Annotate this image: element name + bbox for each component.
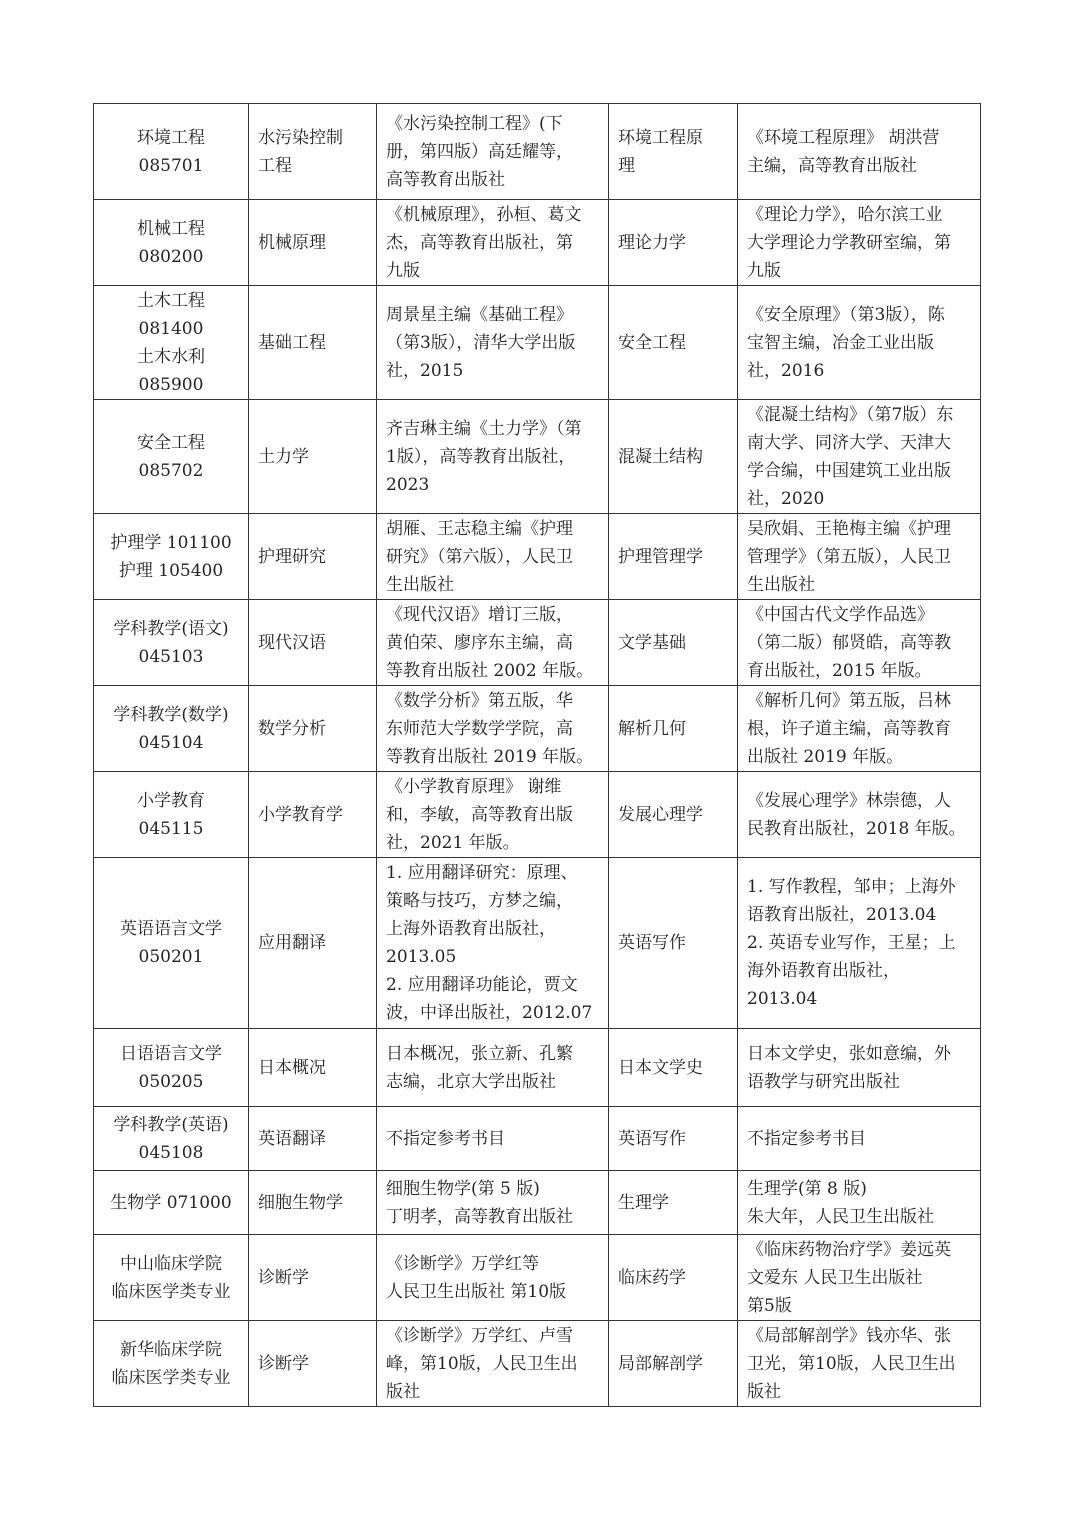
cell-text-line: 英语语言文学 bbox=[120, 919, 222, 939]
cell-text-line: 护理 105400 bbox=[118, 560, 224, 581]
cell-text-line: 《环境工程原理》 胡洪营 bbox=[747, 127, 940, 148]
cell-text-line: 050205 bbox=[138, 1071, 204, 1092]
cell-text-line: 机械原理 bbox=[258, 232, 326, 253]
first-book-cell bbox=[377, 1321, 609, 1407]
cell-text-line: 社，2015 bbox=[386, 360, 464, 381]
cell-text-line: 人民卫生出版社 第10版 bbox=[386, 1281, 567, 1302]
table-row bbox=[94, 400, 981, 514]
second-book-cell bbox=[738, 772, 981, 858]
second-book-cell bbox=[738, 858, 981, 1029]
cell-text-line: 社，2020 bbox=[747, 488, 825, 509]
cell-text-line: 护理研究 bbox=[258, 546, 326, 567]
first-course-cell bbox=[249, 286, 377, 400]
cell-text-line: 第5版 bbox=[747, 1295, 792, 1316]
cell-text-line: 黄伯荣、廖序东主编，高 bbox=[386, 632, 573, 653]
cell-text-line: 细胞生物学(第 5 版) bbox=[386, 1178, 540, 1199]
first-course-cell bbox=[249, 1107, 377, 1171]
cell-text-line: 生理学 bbox=[618, 1192, 669, 1213]
major-cell bbox=[94, 514, 249, 600]
cell-text-line: 小学教育 bbox=[137, 790, 205, 811]
cell-text-line: 策略与技巧，方梦之编， bbox=[386, 891, 573, 911]
cell-text-line: 《理论力学》，哈尔滨工业 bbox=[747, 204, 943, 225]
second-course-cell bbox=[609, 1321, 738, 1407]
first-book-cell bbox=[377, 1235, 609, 1321]
table-row bbox=[94, 514, 981, 600]
cell-text-line: 社，2021 年版。 bbox=[386, 832, 520, 853]
cell-text-line: 045103 bbox=[138, 646, 204, 667]
reference-books-table bbox=[93, 103, 981, 1407]
cell-text-line: 发展心理学 bbox=[618, 804, 703, 825]
table-row bbox=[94, 104, 981, 200]
major-cell bbox=[94, 286, 249, 400]
cell-text-line: 胡雁、王志稳主编《护理 bbox=[386, 518, 573, 539]
cell-text-line: 081400 bbox=[138, 318, 204, 339]
cell-text-line: 《安全原理》（第3版），陈 bbox=[747, 304, 945, 325]
first-course-cell bbox=[249, 772, 377, 858]
table-row bbox=[94, 1107, 981, 1171]
second-course-cell bbox=[609, 514, 738, 600]
table-row bbox=[94, 600, 981, 686]
cell-text-line: 1版），高等教育出版社， bbox=[386, 446, 576, 467]
first-course-cell bbox=[249, 1235, 377, 1321]
cell-text-line: 九版 bbox=[747, 260, 781, 281]
cell-text-line: 根，许子道主编，高等教育 bbox=[747, 718, 951, 739]
cell-text-line: 版社 bbox=[747, 1381, 781, 1402]
cell-text-line: 新华临床学院 bbox=[120, 1339, 222, 1360]
cell-text-line: 细胞生物学 bbox=[258, 1192, 343, 1213]
cell-text-line: 齐吉琳主编《土力学》（第 bbox=[386, 418, 582, 439]
cell-text-line: 日本概况 bbox=[258, 1057, 326, 1078]
cell-text-line: 045104 bbox=[138, 732, 204, 753]
second-course-cell bbox=[609, 1029, 738, 1107]
cell-text-line: 《发展心理学》林崇德，人 bbox=[747, 790, 951, 811]
cell-text-line: 《现代汉语》增订三版， bbox=[386, 604, 573, 625]
cell-text-line: 不指定参考书目 bbox=[747, 1128, 866, 1149]
cell-text-line: 临床医学类专业 bbox=[111, 1281, 231, 1302]
cell-text-line: 日本文学史 bbox=[618, 1057, 703, 1078]
cell-text-line: 解析几何 bbox=[618, 718, 686, 739]
cell-text-line: 2023 bbox=[386, 474, 430, 495]
cell-text-line: 小学教育学 bbox=[258, 804, 343, 825]
cell-text-line: 现代汉语 bbox=[258, 632, 326, 653]
cell-text-line: 2013.04 bbox=[747, 989, 818, 1009]
cell-text-line: 管理学》（第五版），人民卫 bbox=[747, 546, 951, 567]
cell-text-line: 《混凝土结构》（第7版）东 bbox=[747, 404, 954, 425]
cell-text-line: 育出版社，2015 年版。 bbox=[747, 660, 932, 681]
cell-text-line: 生出版社 bbox=[386, 574, 454, 595]
second-course-cell bbox=[609, 200, 738, 286]
second-book-cell bbox=[738, 686, 981, 772]
second-course-cell bbox=[609, 104, 738, 200]
second-course-cell bbox=[609, 400, 738, 514]
cell-text-line: 南大学、同济大学、天津大 bbox=[747, 432, 951, 453]
cell-text-line: 应用翻译 bbox=[258, 933, 326, 953]
second-course-cell bbox=[609, 858, 738, 1029]
cell-text-line: 学科教学(数学) bbox=[113, 704, 229, 725]
first-book-cell bbox=[377, 286, 609, 400]
cell-text-line: 1. 应用翻译研究：原理、 bbox=[386, 863, 578, 883]
second-book-cell bbox=[738, 1321, 981, 1407]
cell-text-line: 册，第四版）高廷耀等， bbox=[386, 141, 573, 162]
cell-text-line: 临床药学 bbox=[618, 1267, 686, 1288]
cell-text-line: 050201 bbox=[138, 947, 204, 967]
first-book-cell bbox=[377, 1171, 609, 1235]
cell-text-line: 学科教学(语文) bbox=[113, 618, 229, 639]
cell-text-line: 土木工程 bbox=[137, 290, 205, 311]
cell-text-line: 土力学 bbox=[258, 446, 309, 467]
cell-text-line: 志编，北京大学出版社 bbox=[386, 1071, 556, 1092]
first-course-cell bbox=[249, 200, 377, 286]
major-cell bbox=[94, 1107, 249, 1171]
cell-text-line: 局部解剖学 bbox=[618, 1353, 703, 1374]
table-row bbox=[94, 1235, 981, 1321]
cell-text-line: 主编，高等教育出版社 bbox=[747, 155, 917, 176]
cell-text-line: 085702 bbox=[138, 460, 204, 481]
cell-text-line: 《小学教育原理》 谢维 bbox=[386, 776, 562, 797]
first-book-cell bbox=[377, 200, 609, 286]
first-course-cell bbox=[249, 858, 377, 1029]
cell-text-line: 文爱东 人民卫生出版社 bbox=[747, 1267, 923, 1288]
cell-text-line: 研究》（第六版），人民卫 bbox=[386, 546, 573, 567]
second-course-cell bbox=[609, 772, 738, 858]
cell-text-line: 理 bbox=[618, 155, 635, 176]
second-book-cell bbox=[738, 200, 981, 286]
cell-text-line: 学科教学(英语) bbox=[113, 1114, 229, 1135]
cell-text-line: 《诊断学》万学红、卢雪 bbox=[386, 1325, 573, 1346]
second-book-cell bbox=[738, 286, 981, 400]
cell-text-line: 出版社 2019 年版。 bbox=[747, 746, 904, 767]
cell-text-line: 基础工程 bbox=[258, 332, 326, 353]
major-cell bbox=[94, 104, 249, 200]
cell-text-line: 上海外语教育出版社， bbox=[386, 919, 556, 939]
cell-text-line: 生物学 071000 bbox=[110, 1192, 232, 1213]
cell-text-line: 085701 bbox=[138, 155, 204, 176]
second-course-cell bbox=[609, 1235, 738, 1321]
cell-text-line: 等教育出版社 2002 年版。 bbox=[386, 660, 594, 681]
cell-text-line: 丁明孝，高等教育出版社 bbox=[386, 1206, 573, 1227]
table-row bbox=[94, 1321, 981, 1407]
cell-text-line: 045115 bbox=[138, 818, 204, 839]
major-cell bbox=[94, 686, 249, 772]
table-row bbox=[94, 286, 981, 400]
cell-text-line: 土木水利 bbox=[137, 346, 205, 367]
cell-text-line: 中山临床学院 bbox=[120, 1253, 222, 1274]
cell-text-line: 大学理论力学教研室编，第 bbox=[747, 232, 951, 253]
table-row bbox=[94, 1029, 981, 1107]
cell-text-line: 英语写作 bbox=[618, 1128, 686, 1149]
cell-text-line: 《机械原理》，孙桓、葛文 bbox=[386, 204, 582, 225]
table-row bbox=[94, 200, 981, 286]
first-course-cell bbox=[249, 514, 377, 600]
cell-text-line: 生出版社 bbox=[747, 574, 815, 595]
first-book-cell bbox=[377, 514, 609, 600]
cell-text-line: 日本概况，张立新、孔繁 bbox=[386, 1043, 573, 1064]
second-course-cell bbox=[609, 286, 738, 400]
table-row bbox=[94, 686, 981, 772]
cell-text-line: 民教育出版社，2018 年版。 bbox=[747, 818, 966, 839]
cell-text-line: 《诊断学》万学红等 bbox=[386, 1253, 539, 1274]
second-book-cell bbox=[738, 1235, 981, 1321]
cell-text-line: 《解析几何》第五版，吕林 bbox=[747, 690, 951, 711]
cell-text-line: 英语写作 bbox=[618, 933, 686, 953]
cell-text-line: 护理管理学 bbox=[618, 546, 703, 567]
cell-text-line: 高等教育出版社 bbox=[386, 169, 505, 190]
major-cell bbox=[94, 772, 249, 858]
cell-text-line: 2013.05 bbox=[386, 947, 457, 967]
cell-text-line: 峰，第10版，人民卫生出 bbox=[386, 1353, 578, 1374]
cell-text-line: 和，李敏，高等教育出版 bbox=[386, 804, 573, 825]
first-book-cell bbox=[377, 858, 609, 1029]
cell-text-line: 海外语教育出版社， bbox=[747, 961, 900, 981]
cell-text-line: 诊断学 bbox=[258, 1353, 309, 1374]
major-cell bbox=[94, 400, 249, 514]
second-course-cell bbox=[609, 686, 738, 772]
major-cell bbox=[94, 1029, 249, 1107]
cell-text-line: 080200 bbox=[138, 246, 204, 267]
cell-text-line: 临床医学类专业 bbox=[111, 1367, 231, 1388]
major-cell bbox=[94, 1171, 249, 1235]
first-book-cell bbox=[377, 400, 609, 514]
cell-text-line: 2. 应用翻译功能论，贾文 bbox=[386, 975, 578, 995]
cell-text-line: 《水污染控制工程》(下 bbox=[386, 113, 563, 134]
second-book-cell bbox=[738, 1107, 981, 1171]
first-course-cell bbox=[249, 1321, 377, 1407]
cell-text-line: 日语语言文学 bbox=[120, 1043, 222, 1064]
cell-text-line: 水污染控制 bbox=[258, 127, 343, 148]
cell-text-line: 《中国古代文学作品选》 bbox=[747, 604, 934, 625]
second-course-cell bbox=[609, 1107, 738, 1171]
cell-text-line: 九版 bbox=[386, 260, 420, 281]
cell-text-line: 环境工程原 bbox=[618, 127, 703, 148]
cell-text-line: 安全工程 bbox=[618, 332, 686, 353]
first-book-cell bbox=[377, 1107, 609, 1171]
first-course-cell bbox=[249, 1171, 377, 1235]
cell-text-line: 《局部解剖学》钱亦华、张 bbox=[747, 1325, 951, 1346]
cell-text-line: 环境工程 bbox=[137, 127, 205, 148]
cell-text-line: 宝智主编，冶金工业出版 bbox=[747, 332, 934, 353]
major-cell bbox=[94, 200, 249, 286]
first-book-cell bbox=[377, 104, 609, 200]
cell-text-line: 社，2016 bbox=[747, 360, 825, 381]
first-course-cell bbox=[249, 686, 377, 772]
cell-text-line: 诊断学 bbox=[258, 1267, 309, 1288]
cell-text-line: 东师范大学数学学院，高 bbox=[386, 718, 573, 739]
cell-text-line: 工程 bbox=[258, 155, 292, 176]
cell-text-line: 英语翻译 bbox=[258, 1128, 326, 1149]
cell-text-line: 数学分析 bbox=[258, 718, 326, 739]
major-cell bbox=[94, 600, 249, 686]
cell-text-line: 1. 写作教程，邹申；上海外 bbox=[747, 877, 956, 897]
cell-text-line: 文学基础 bbox=[618, 632, 686, 653]
second-course-cell bbox=[609, 600, 738, 686]
cell-text-line: 护理学 101100 bbox=[110, 532, 232, 553]
second-book-cell bbox=[738, 1029, 981, 1107]
second-book-cell bbox=[738, 514, 981, 600]
second-book-cell bbox=[738, 400, 981, 514]
second-book-cell bbox=[738, 600, 981, 686]
first-course-cell bbox=[249, 400, 377, 514]
second-course-cell bbox=[609, 1171, 738, 1235]
cell-text-line: （第二版）郁贤皓，高等教 bbox=[747, 632, 951, 653]
cell-text-line: 吴欣娟、王艳梅主编《护理 bbox=[747, 518, 951, 539]
cell-text-line: 语教育出版社，2013.04 bbox=[747, 905, 937, 925]
cell-text-line: 生理学(第 8 版) bbox=[747, 1178, 867, 1199]
cell-text-line: 《数学分析》第五版，华 bbox=[386, 690, 573, 711]
cell-text-line: 日本文学史，张如意编，外 bbox=[747, 1043, 951, 1064]
first-course-cell bbox=[249, 600, 377, 686]
second-book-cell bbox=[738, 104, 981, 200]
table-row bbox=[94, 858, 981, 1029]
cell-text-line: 理论力学 bbox=[618, 232, 686, 253]
cell-text-line: 学合编，中国建筑工业出版 bbox=[747, 460, 951, 481]
major-cell bbox=[94, 1235, 249, 1321]
cell-text-line: 2. 英语专业写作，王星；上 bbox=[747, 933, 956, 953]
cell-text-line: 混凝土结构 bbox=[618, 446, 703, 467]
first-book-cell bbox=[377, 772, 609, 858]
major-cell bbox=[94, 1321, 249, 1407]
table-body bbox=[94, 104, 981, 1407]
first-book-cell bbox=[377, 686, 609, 772]
cell-text-line: 语教学与研究出版社 bbox=[747, 1071, 900, 1092]
cell-text-line: 045108 bbox=[138, 1142, 204, 1163]
cell-text-line: 卫光，第10版，人民卫生出 bbox=[747, 1353, 956, 1374]
cell-text-line: 波，中译出版社，2012.07 bbox=[386, 1003, 593, 1023]
cell-text-line: 《临床药物治疗学》姜远英 bbox=[747, 1239, 951, 1260]
cell-text-line: 杰，高等教育出版社，第 bbox=[386, 232, 573, 253]
cell-text-line: 等教育出版社 2019 年版。 bbox=[386, 746, 594, 767]
cell-text-line: （第3版），清华大学出版 bbox=[386, 332, 576, 353]
second-book-cell bbox=[738, 1171, 981, 1235]
cell-text-line: 朱大年，人民卫生出版社 bbox=[747, 1206, 934, 1227]
table-row bbox=[94, 1171, 981, 1235]
first-course-cell bbox=[249, 1029, 377, 1107]
first-book-cell bbox=[377, 600, 609, 686]
cell-text-line: 085900 bbox=[138, 374, 204, 395]
table-row bbox=[94, 772, 981, 858]
cell-text-line: 版社 bbox=[386, 1381, 420, 1402]
first-book-cell bbox=[377, 1029, 609, 1107]
cell-text-line: 安全工程 bbox=[137, 432, 205, 453]
first-course-cell bbox=[249, 104, 377, 200]
cell-text-line: 周景星主编《基础工程》 bbox=[386, 304, 573, 325]
major-cell bbox=[94, 858, 249, 1029]
cell-text-line: 不指定参考书目 bbox=[386, 1128, 505, 1149]
cell-text-line: 机械工程 bbox=[137, 218, 205, 239]
